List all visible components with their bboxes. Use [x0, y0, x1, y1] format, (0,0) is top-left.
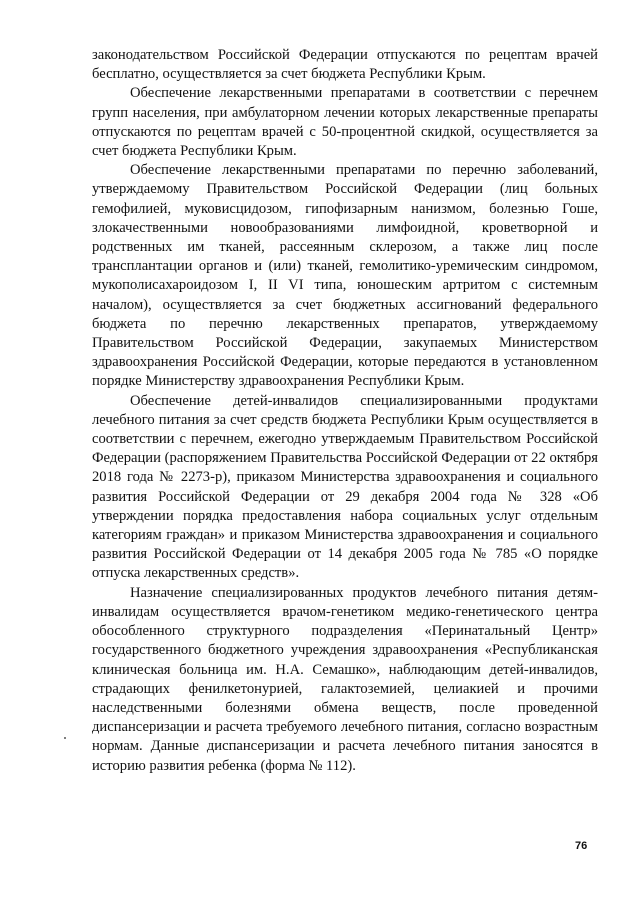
page-number: 76 [575, 840, 588, 852]
paragraph-children-nutrition: Обеспечение детей-инвалидов специализированными продуктами лечебного питания за счет средств бюджета Республики Крым осуществляется в соответствии с перечнем, ежегодно утверждаемым Правительством Российской Федерации (распоряжением Правительства Российской Федерации от 22 октября 2018 года № 2273-р), приказом Министерства здравоохранения и социального развития Российской Федерации от 29 декабря 2004 года № 328 «Об утверждении порядка предоставления набора социальных услуг отдельным категориям граждан» и приказом Министерства здравоохранения и социального развития Российской Федерации от 14 декабря 2005 года № 785 «О порядке отпуска лекарственных средств». [92, 392, 598, 582]
body-text [92, 46, 598, 776]
scan-artifact-dot [64, 737, 66, 739]
paragraph-federal-provision: Обеспечение лекарственными препаратами по перечню заболеваний, утверждаемому Правительством Российской Федерации (лиц больных гемофилией, муковисцидозом, гипофизарным нанизмом, болезнью Гоше, злокачественными новообразованиями лимфоидной, кроветворной и родственных им тканей, рассеянным склерозом, а также лиц после трансплантации органов и (или) тканей, гемолитико-уремическим синдромом, мукополисахароидозом I, II VI типа, юношеским артритом с системным началом), осуществляется за счет бюджетных ассигнований федерального бюджета по перечню лекарственных препаратов, утверждаемому Правительством Российской Федерации, закупаемых Министерством здравоохранения Российской Федерации, которые передаются в установленном порядке Министерству здравоохранения Республики Крым. [92, 162, 598, 390]
paragraph-continuation: законодательством Российской Федерации отпускаются по рецептам врачей бесплатно, осуществляется за счет бюджета Республики Крым. [92, 47, 598, 83]
paragraph-nutrition-prescription: Назначение специализированных продуктов лечебного питания детям-инвалидам осуществляется врачом-генетиком медико-генетического центра обособленного структурного подразделения «Перинатальный Центр» государственного бюджетного учреждения здравоохранения «Республиканская клиническая больница им. Н.А. Семашко», наблюдающим детей-инвалидов, страдающих фенилкетонурией, галактоземией, целиакией и прочими наследственными болезнями обмена веществ, после проведенной диспансеризации и расчета требуемого лечебного питания, согласно возрастным нормам. Данные диспансеризации и расчета лечебного питания заносятся в историю развития ребенка (форма № 112). [92, 584, 598, 774]
paragraph-discount-provision: Обеспечение лекарственными препаратами в соответствии с перечнем групп населения, при амбулаторном лечении которых лекарственные препараты отпускаются по рецептам врачей с 50-процентной скидкой, осуществляется за счет бюджета Республики Крым. [92, 85, 598, 160]
